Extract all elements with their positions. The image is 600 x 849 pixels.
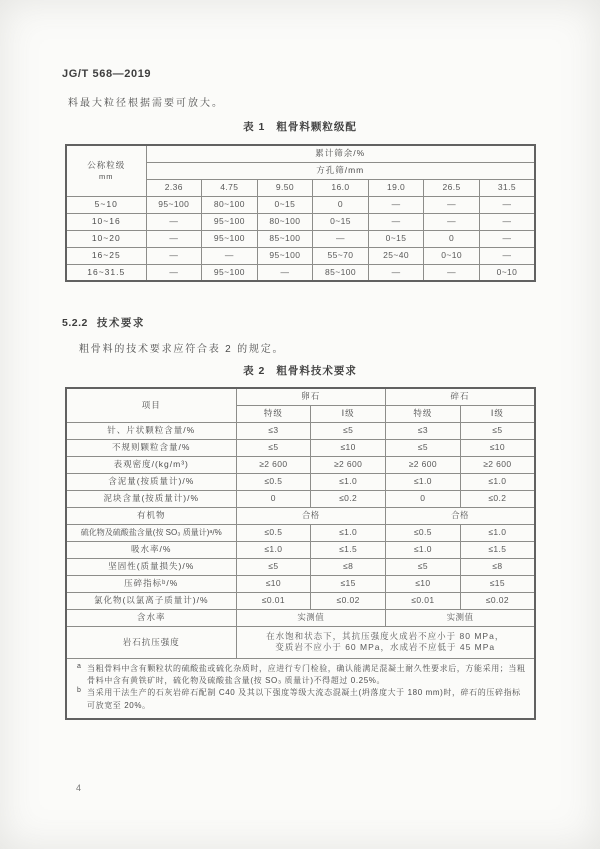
cell-value: 0~15: [257, 196, 313, 213]
cell-value: ≤8: [311, 558, 386, 575]
cell-value: ≤10: [236, 575, 311, 592]
cell-value: —: [479, 230, 535, 247]
table2-data-row: [66, 524, 535, 541]
cell-value: ≤0.01: [236, 592, 311, 609]
grade-header: 特级: [386, 405, 461, 422]
sieve-size: 31.5: [479, 179, 535, 196]
row-label: 表观密度/(kg/m³): [66, 456, 236, 473]
cell-value: 25~40: [368, 247, 424, 264]
cell-value: ≤5: [386, 558, 461, 575]
cell-value: —: [313, 230, 369, 247]
cell-value: ≤5: [460, 422, 535, 439]
row-label: 16~25: [66, 247, 146, 264]
table2-data-row: [66, 558, 535, 575]
strength-requirement: [236, 626, 535, 658]
footnote-marker: b: [77, 687, 82, 695]
cell-value: 合格: [236, 507, 386, 524]
grade-header: Ⅰ级: [460, 405, 535, 422]
cell-value: 85~100: [313, 264, 369, 281]
cell-value: 0: [236, 490, 311, 507]
cell-value: —: [424, 264, 480, 281]
footnotes: [66, 658, 535, 719]
cell-value: —: [146, 264, 202, 281]
cell-value: ≥2 600: [386, 456, 461, 473]
sieve-size: 19.0: [368, 179, 424, 196]
table1-group-header: 累计筛余/%: [146, 145, 535, 162]
cell-value: 0~10: [424, 247, 480, 264]
table1-title-text: 粗骨料颗粒级配: [276, 121, 357, 133]
row-label: 含水率: [66, 609, 236, 626]
table2-title-text: 粗骨料技术要求: [276, 365, 357, 377]
cell-value: ≤0.5: [386, 524, 461, 541]
cell-value: ≤5: [236, 439, 311, 456]
table2-title: [0, 363, 600, 378]
cell-value: —: [146, 230, 202, 247]
cell-value: ≤8: [460, 558, 535, 575]
cell-value: ≤0.02: [311, 592, 386, 609]
cell-value: ≤1.0: [311, 524, 386, 541]
cell-value: —: [368, 264, 424, 281]
cell-value: ≤10: [311, 439, 386, 456]
table2-data-row: [66, 439, 535, 456]
cell-value: ≤1.0: [311, 473, 386, 490]
section-number: 5.2.2: [62, 317, 88, 329]
cell-value: 55~70: [313, 247, 369, 264]
table2-title-label: 表 2: [243, 365, 266, 377]
table2-data-row: [66, 592, 535, 609]
row-label: 含泥量(按质量计)/%: [66, 473, 236, 490]
table1-data-row: [66, 196, 535, 213]
sieve-size: 9.50: [257, 179, 313, 196]
cell-value: ≥2 600: [236, 456, 311, 473]
row-label: 10~16: [66, 213, 146, 230]
cell-value: ≤0.5: [236, 524, 311, 541]
table1-col1-title: 公称粒级: [87, 160, 126, 171]
row-label: 有机物: [66, 507, 236, 524]
cell-value: —: [202, 247, 258, 264]
cell-value: —: [146, 213, 202, 230]
footnote-b: [77, 687, 526, 712]
cell-value: 80~100: [202, 196, 258, 213]
cell-value: 0: [424, 230, 480, 247]
cell-value: 合格: [386, 507, 536, 524]
page-number: 4: [76, 783, 82, 793]
cell-value: ≤1.5: [311, 541, 386, 558]
strength-line-2: 变质岩不应小于 60 MPa，水成岩不应低于 45 MPa: [275, 642, 496, 652]
cell-value: ≤1.0: [236, 541, 311, 558]
row-label: 硫化物及硫酸盐含量(按 SO₃ 质量计)ᵃ/%: [66, 524, 236, 541]
table1-data-row: [66, 230, 535, 247]
row-label: 5~10: [66, 196, 146, 213]
table2-organic-row: [66, 507, 535, 524]
row-label: 16~31.5: [66, 264, 146, 281]
cell-value: 95~100: [202, 230, 258, 247]
table1-header-row-1: [66, 145, 535, 162]
cell-value: ≤1.0: [386, 473, 461, 490]
cell-value: ≥2 600: [311, 456, 386, 473]
table2-data-row: [66, 541, 535, 558]
sieve-size: 16.0: [313, 179, 369, 196]
intro-text: 料最大粒径根据需要可放大。: [68, 98, 224, 109]
cell-value: ≤15: [460, 575, 535, 592]
cell-value: 80~100: [257, 213, 313, 230]
table2-data-row: [66, 473, 535, 490]
row-label: 氯化物(以氯离子质量计)/%: [66, 592, 236, 609]
table2-header-row-1: [66, 388, 535, 405]
cell-value: —: [368, 213, 424, 230]
table1-col1-header: [66, 145, 146, 196]
cell-value: ≤3: [236, 422, 311, 439]
section-title: 技术要求: [96, 317, 145, 329]
table2-data-row: [66, 490, 535, 507]
group-pebble: 卵石: [236, 388, 386, 405]
table2-data-row: [66, 456, 535, 473]
table2-data-row: [66, 575, 535, 592]
cell-value: 0~10: [479, 264, 535, 281]
table2-moisture-row: [66, 609, 535, 626]
cell-value: 95~100: [202, 264, 258, 281]
footnote-text: 当粗骨料中含有颗粒状的硫酸盐或硫化杂质时，应进行专门检验，确认能满足混凝土耐久性要求后，方能采用；当粗骨料中含有黄铁矿时，硫化物及硫酸盐含量(按 SO₃ 质量计)不得超过 0.25%。: [87, 663, 526, 685]
row-label: 不规则颗粒含量/%: [66, 439, 236, 456]
row-label: 坚固性(质量损失)/%: [66, 558, 236, 575]
cell-value: —: [257, 264, 313, 281]
footnote-text: 当采用干法生产的石灰岩碎石配制 C40 及其以下强度等级大流态混凝土(坍落度大于 180 mm)时，碎石的压碎指标可放宽至 20%。: [87, 688, 521, 710]
row-label: 吸水率/%: [66, 541, 236, 558]
group-crushed-stone: 碎石: [386, 388, 536, 405]
cell-value: ≤15: [311, 575, 386, 592]
row-label: 压碎指标ᵇ/%: [66, 575, 236, 592]
table2-footnote-row: [66, 658, 535, 719]
cell-value: ≤5: [236, 558, 311, 575]
row-label: 岩石抗压强度: [66, 626, 236, 658]
sieve-size: 26.5: [424, 179, 480, 196]
cell-value: —: [424, 213, 480, 230]
sieve-size: 4.75: [202, 179, 258, 196]
cell-value: ≤3: [386, 422, 461, 439]
table1-subgroup-header: 方孔筛/mm: [146, 162, 535, 179]
table2-data-row: [66, 422, 535, 439]
cell-value: ≤0.01: [386, 592, 461, 609]
cell-value: —: [479, 196, 535, 213]
cell-value: —: [479, 213, 535, 230]
cell-value: ≤1.0: [386, 541, 461, 558]
cell-value: —: [479, 247, 535, 264]
cell-value: 0: [386, 490, 461, 507]
table2-col1-header: 项目: [66, 388, 236, 422]
table2-requirements: [65, 387, 536, 720]
cell-value: ≤0.5: [236, 473, 311, 490]
row-label: 10~20: [66, 230, 146, 247]
cell-value: ≤5: [311, 422, 386, 439]
cell-value: ≤10: [386, 575, 461, 592]
footnote-a: [77, 663, 526, 688]
cell-value: ≤0.2: [460, 490, 535, 507]
cell-value: ≤0.2: [311, 490, 386, 507]
cell-value: 0~15: [368, 230, 424, 247]
table1-gradation: [65, 144, 536, 282]
cell-value: ≤1.5: [460, 541, 535, 558]
grade-header: 特级: [236, 405, 311, 422]
standard-number: JG/T 568—2019: [62, 68, 152, 80]
cell-value: 95~100: [257, 247, 313, 264]
table1-data-row: [66, 247, 535, 264]
cell-value: ≥2 600: [460, 456, 535, 473]
cell-value: 0: [313, 196, 369, 213]
cell-value: 95~100: [202, 213, 258, 230]
grade-header: Ⅰ级: [311, 405, 386, 422]
section-body-text: 粗骨料的技术要求应符合表 2 的规定。: [79, 344, 285, 355]
cell-value: ≤0.02: [460, 592, 535, 609]
table1-col1-unit: mm: [99, 171, 114, 181]
row-label: 针、片状颗粒含量/%: [66, 422, 236, 439]
section-heading: [62, 315, 145, 330]
table2-strength-row: [66, 626, 535, 658]
cell-value: —: [424, 196, 480, 213]
sieve-size: 2.36: [146, 179, 202, 196]
cell-value: ≤5: [386, 439, 461, 456]
table1-data-row: [66, 213, 535, 230]
cell-value: ≤1.0: [460, 473, 535, 490]
cell-value: —: [368, 196, 424, 213]
cell-value: 实测值: [236, 609, 386, 626]
row-label: 泥块含量(按质量计)/%: [66, 490, 236, 507]
footnote-marker: a: [77, 662, 82, 670]
table1-title: [0, 119, 600, 134]
cell-value: ≤10: [460, 439, 535, 456]
cell-value: ≤1.0: [460, 524, 535, 541]
cell-value: —: [146, 247, 202, 264]
table1-title-label: 表 1: [243, 121, 266, 133]
cell-value: 95~100: [146, 196, 202, 213]
cell-value: 85~100: [257, 230, 313, 247]
table1-data-row: [66, 264, 535, 281]
cell-value: 0~15: [313, 213, 369, 230]
strength-line-1: 在水饱和状态下，其抗压强度火成岩不应小于 80 MPa，: [266, 631, 505, 642]
cell-value: 实测值: [386, 609, 536, 626]
